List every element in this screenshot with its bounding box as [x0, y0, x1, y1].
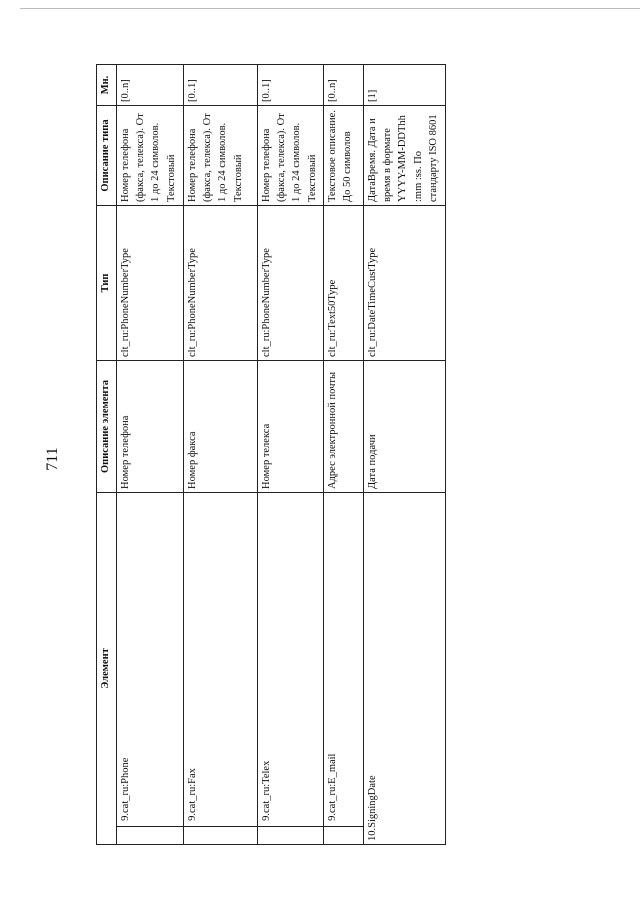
row-number: 9. — [120, 813, 131, 821]
page-top-line — [20, 8, 640, 9]
indent-cell — [258, 827, 324, 845]
element-name: SigningDate — [367, 775, 378, 828]
multiplicity-cell: [0..n] — [117, 65, 184, 106]
type-cell: clt_ru:PhoneNumberType — [258, 206, 324, 361]
type-desc-cell: ДатаВремя. Дата и время в формате YYYY-MM-DDThh :mm :ss. По стандарту ISO 8601 — [364, 106, 446, 206]
element-cell — [117, 493, 184, 827]
multiplicity-cell: [1] — [364, 65, 446, 106]
element-desc-cell: Адрес электронной почты — [324, 361, 364, 493]
page-number: 711 — [44, 447, 61, 471]
element-desc-cell: Номер телефона — [117, 361, 184, 493]
header-type: Тип — [97, 206, 117, 361]
element-name: cat_ru:Phone — [120, 757, 131, 813]
type-cell: clt_ru:PhoneNumberType — [117, 206, 184, 361]
table-row — [364, 65, 446, 845]
header-multiplicity: Мн. — [97, 65, 117, 106]
element-cell — [258, 493, 324, 827]
row-number: 10. — [367, 827, 378, 841]
row-number: 9. — [327, 813, 338, 821]
element-desc-cell: Номер телекса — [258, 361, 324, 493]
table-row — [184, 65, 258, 845]
element-name: cat_ru:Telex — [261, 760, 272, 813]
element-cell — [364, 493, 446, 845]
type-desc-cell: Номер телефона (факса, телекса). От 1 до 24 символов. Текстовый — [258, 106, 324, 206]
element-desc-cell: Дата подачи — [364, 361, 446, 493]
indent-cell — [184, 827, 258, 845]
element-name: cat_ru:Fax — [187, 768, 198, 813]
row-number: 9. — [187, 813, 198, 821]
header-row — [97, 65, 117, 845]
type-cell: clt_ru:PhoneNumberType — [184, 206, 258, 361]
element-name: cat_ru:E_mail — [327, 753, 338, 813]
header-type-desc: Описание типа — [97, 106, 117, 206]
rotated-table-container — [96, 65, 439, 845]
element-cell — [324, 493, 364, 827]
table-row — [258, 65, 324, 845]
header-element: Элемент — [97, 493, 117, 845]
multiplicity-cell: [0..1] — [258, 65, 324, 106]
multiplicity-cell: [0..n] — [324, 65, 364, 106]
element-cell — [184, 493, 258, 827]
indent-cell — [324, 827, 364, 845]
type-cell: clt_ru:DateTimeCustType — [364, 206, 446, 361]
type-cell: clt_ru:Text50Type — [324, 206, 364, 361]
type-desc-cell: Номер телефона (факса, телекса). От 1 до 24 символов. Текстовый — [117, 106, 184, 206]
type-desc-cell: Текстовое описание. До 50 символов — [324, 106, 364, 206]
table-row — [324, 65, 364, 845]
indent-cell — [117, 827, 184, 845]
table-row — [117, 65, 184, 845]
specification-table — [96, 64, 446, 845]
row-number: 9. — [261, 813, 272, 821]
type-desc-cell: Номер телефона (факса, телекса). От 1 до 24 символов. Текстовый — [184, 106, 258, 206]
header-element-desc: Описание элемента — [97, 361, 117, 493]
multiplicity-cell: [0..1] — [184, 65, 258, 106]
element-desc-cell: Номер факса — [184, 361, 258, 493]
